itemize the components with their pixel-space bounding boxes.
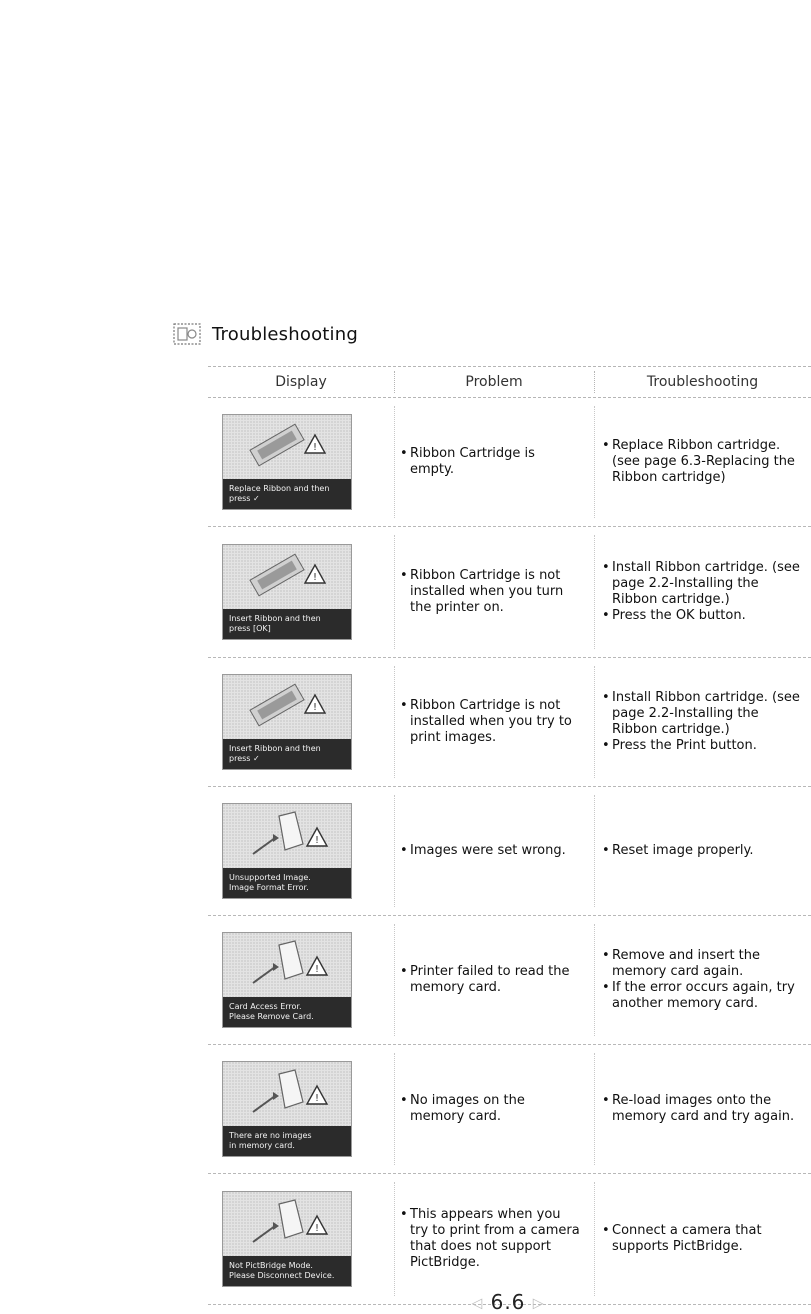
lcd-message [223,479,351,509]
lcd-message [223,1256,351,1286]
ribbon-cartridge-warning-icon [223,545,351,609]
troubleshooting-cell [594,1045,811,1173]
lcd-screen-image [222,674,352,770]
problem-text: • This appears when you try to print from a camera that does not support PictBridge. [400,1207,580,1271]
lcd-message [223,868,351,898]
lcd-message-line: Please Disconnect Device. [229,1271,335,1280]
display-cell [208,1045,394,1173]
column-divider [394,924,395,1036]
column-divider [394,666,395,778]
page-prev-arrow-icon: ◁ [471,1295,484,1312]
troubleshooting-cell [594,658,811,786]
page-number [448,1290,568,1314]
column-divider [394,1053,395,1165]
lcd-message [223,1126,351,1156]
troubleshooting-step: • Install Ribbon cartridge. (see page 2.2-Installing the Ribbon cartridge.) [602,690,807,738]
memory-card-warning-icon [223,1192,351,1256]
column-divider [594,1053,595,1165]
table-row [208,398,811,527]
lcd-message-line: press ✓ [229,754,260,763]
header-problem: Problem [465,374,523,390]
lcd-screen-image [222,932,352,1028]
column-divider [394,535,395,649]
lcd-message-line: Replace Ribbon and then [229,484,330,493]
table-header [208,366,811,398]
problem-text: • No images on the memory card. [400,1093,580,1125]
problem-cell [394,398,594,526]
column-divider [394,795,395,907]
lcd-message-line: Please Remove Card. [229,1012,314,1021]
troubleshooting-step: • Connect a camera that supports PictBridge. [602,1223,807,1255]
lcd-message [223,609,351,639]
troubleshooting-step: • Reset image properly. [602,843,754,859]
column-divider [394,406,395,518]
troubleshooting-icon [172,323,202,345]
svg-text:!: ! [314,835,320,846]
problem-text: • Images were set wrong. [400,843,566,859]
column-divider [594,795,595,907]
troubleshooting-cell [594,916,811,1044]
problem-cell [394,527,594,657]
section-title: Troubleshooting [212,323,358,345]
header-display: Display [275,374,327,390]
troubleshooting-step: • Install Ribbon cartridge. (see page 2.2-Installing the Ribbon cartridge.) [602,560,807,608]
troubleshooting-cell [594,527,811,657]
lcd-screen-image [222,544,352,640]
problem-cell [394,916,594,1044]
lcd-screen-image [222,1061,352,1157]
lcd-message-line: press [OK] [229,624,271,633]
column-divider [594,666,595,778]
lcd-message-line: Card Access Error. [229,1002,302,1011]
troubleshooting-step: • Remove and insert the memory card again. [602,948,807,980]
lcd-message-line: Insert Ribbon and then [229,744,321,753]
lcd-screen-image [222,803,352,899]
table-row [208,916,811,1045]
header-divider [394,371,395,393]
lcd-message-line: Image Format Error. [229,883,309,892]
table-row [208,1045,811,1174]
svg-text:!: ! [314,1223,320,1234]
problem-text: • Ribbon Cartridge is not installed when you turn the printer on. [400,568,580,616]
troubleshooting-cell [594,398,811,526]
section-heading [172,320,358,348]
memory-card-warning-icon [223,804,351,868]
display-cell [208,1174,394,1304]
table-row [208,658,811,787]
column-divider [394,1182,395,1296]
ribbon-cartridge-warning-icon [223,675,351,739]
header-divider [594,371,595,393]
lcd-screen-image [222,1191,352,1287]
lcd-message-line: press ✓ [229,494,260,503]
problem-cell [394,1174,594,1304]
column-divider [594,535,595,649]
troubleshooting-step: • Press the OK button. [602,608,807,624]
problem-text: • Ribbon Cartridge is empty. [400,446,580,478]
lcd-message-line: Not PictBridge Mode. [229,1261,313,1270]
problem-text: • Printer failed to read the memory card. [400,964,580,996]
table-row [208,787,811,916]
troubleshooting-step: • Replace Ribbon cartridge. (see page 6.3-Replacing the Ribbon cartridge) [602,438,807,486]
column-divider [594,1182,595,1296]
page-number-label: 6.6 [490,1290,526,1314]
lcd-message-line: There are no images [229,1131,312,1140]
svg-text:!: ! [314,1093,320,1104]
memory-card-warning-icon [223,1062,351,1126]
problem-cell [394,658,594,786]
svg-text:!: ! [314,964,320,975]
lcd-message [223,997,351,1027]
column-divider [594,406,595,518]
lcd-message-line: Insert Ribbon and then [229,614,321,623]
problem-cell [394,1045,594,1173]
svg-text:!: ! [312,442,318,453]
svg-text:!: ! [312,702,318,713]
lcd-screen-image [222,414,352,510]
troubleshooting-step: • If the error occurs again, try another memory card. [602,980,807,1012]
table-row [208,527,811,658]
display-cell [208,658,394,786]
display-cell [208,527,394,657]
troubleshooting-cell [594,1174,811,1304]
display-cell [208,398,394,526]
page-next-arrow-icon: ▷ [532,1295,545,1312]
problem-text: • Ribbon Cartridge is not installed when you try to print images. [400,698,580,746]
ribbon-cartridge-warning-icon [223,415,351,479]
column-divider [594,924,595,1036]
problem-cell [394,787,594,915]
lcd-message [223,739,351,769]
troubleshooting-step: • Press the Print button. [602,738,807,754]
lcd-message-line: Unsupported Image. [229,873,311,882]
troubleshooting-cell [594,787,811,915]
troubleshooting-table [208,366,811,1305]
display-cell [208,787,394,915]
memory-card-warning-icon [223,933,351,997]
troubleshooting-step: • Re-load images onto the memory card and try again. [602,1093,807,1125]
svg-text:!: ! [312,572,318,583]
display-cell [208,916,394,1044]
lcd-message-line: in memory card. [229,1141,295,1150]
header-troubleshooting: Troubleshooting [646,374,759,390]
table-row [208,1174,811,1305]
